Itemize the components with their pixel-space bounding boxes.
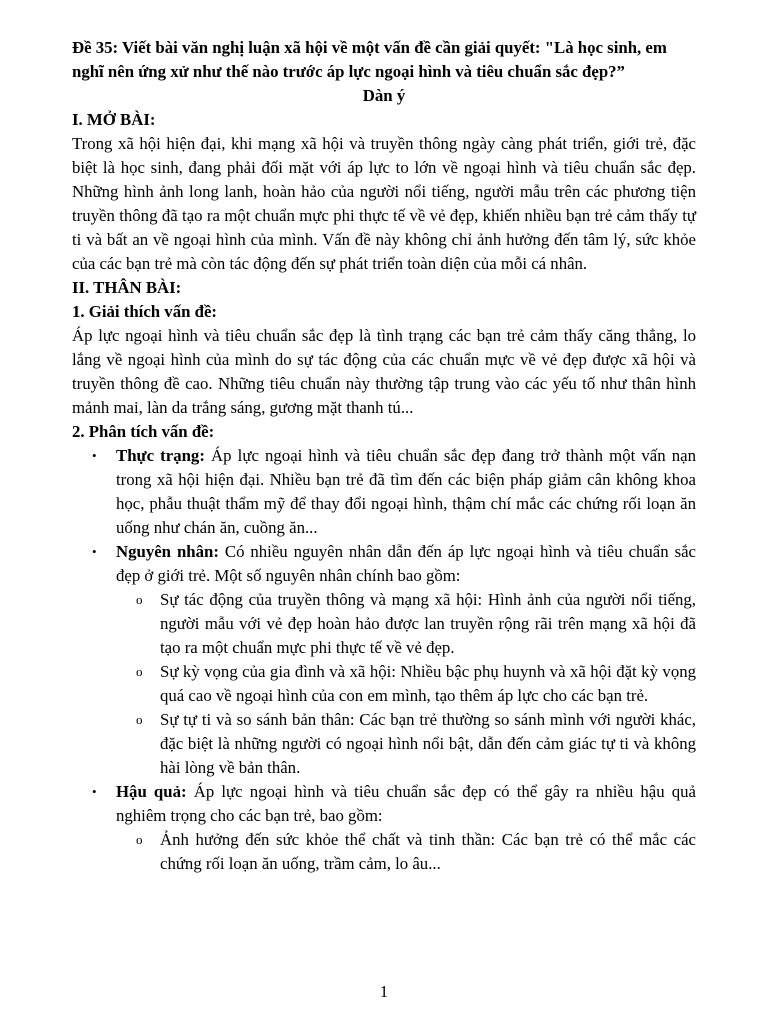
list-item-label: Nguyên nhân: <box>116 542 219 561</box>
sub-list-item-text: Sự tác động của truyền thông và mạng xã hội: Hình ảnh của người nổi tiếng, người mẫu với vẻ đẹp hoàn hảo được lan truyền rộng rãi trên mạng xã hội đã tạo ra một chuẩn mực phi thực tế về vẻ đẹp. <box>160 590 696 657</box>
sub-list-item <box>116 588 696 660</box>
intro-paragraph: Trong xã hội hiện đại, khi mạng xã hội và truyền thông ngày càng phát triển, giới trẻ, đặc biệt là học sinh, đang phải đối mặt với áp lực to lớn về ngoại hình và tiêu chuẩn sắc đẹp. Những hình ảnh long lanh, hoàn hảo của người nổi tiếng, người mẫu trên các phương tiện truyền thông đã tạo ra một chuẩn mực phi thực tế về vẻ đẹp, khiến nhiều bạn trẻ cảm thấy tự ti và bất an về ngoại hình của mình. Vấn đề này không chỉ ảnh hưởng đến tâm lý, sức khỏe của các bạn trẻ mà còn tác động đến sự phát triển toàn diện của mỗi cá nhân. <box>72 134 696 273</box>
bullet-icon: • <box>92 544 97 559</box>
analysis-list <box>72 444 696 876</box>
sub-list-item-text: Sự tự ti và so sánh bản thân: Các bạn trẻ thường so sánh mình với người khác, đặc biệt là những người có ngoại hình nổi bật, dẫn đến cảm giác tự ti và không hài lòng về bản thân. <box>160 710 696 777</box>
list-item <box>72 780 696 876</box>
subsection-heading-explanation: 1. Giải thích vấn đề: <box>72 302 217 321</box>
subsection-heading-analysis: 2. Phân tích vấn đề: <box>72 422 215 441</box>
sub-list-item <box>116 708 696 780</box>
sub-list <box>116 828 696 876</box>
page-number: 1 <box>379 982 389 1001</box>
sub-list-item-text: Ảnh hưởng đến sức khỏe thể chất và tinh thần: Các bạn trẻ có thể mắc các chứng rối loạn ăn uống, trầm cảm, lo âu... <box>160 830 696 873</box>
circle-bullet-icon: o <box>136 832 143 847</box>
circle-bullet-icon: o <box>136 712 143 727</box>
explanation-paragraph: Áp lực ngoại hình và tiêu chuẩn sắc đẹp là tình trạng các bạn trẻ cảm thấy căng thẳng, lo lắng về ngoại hình của mình do sự tác động của các chuẩn mực về vẻ đẹp được xã hội và truyền thông đề cao. Những tiêu chuẩn này thường tập trung vào các yếu tố như thân hình mảnh mai, làn da trắng sáng, gương mặt thanh tú... <box>72 326 696 417</box>
list-item <box>72 444 696 540</box>
section-heading-intro: I. MỞ BÀI: <box>72 110 156 129</box>
circle-bullet-icon: o <box>136 664 143 679</box>
document-title: Đề 35: Viết bài văn nghị luận xã hội về một vấn đề cần giải quyết: "Là học sinh, em nghĩ nên ứng xử như thế nào trước áp lực ngoại hình và tiêu chuẩn sắc đẹp?” <box>72 38 667 81</box>
document-page <box>72 36 696 876</box>
sub-list <box>116 588 696 780</box>
list-item <box>72 540 696 780</box>
list-item-text: Có nhiều nguyên nhân dẫn đến áp lực ngoại hình và tiêu chuẩn sắc đẹp ở giới trẻ. Một số nguyên nhân chính bao gồm: <box>116 542 697 585</box>
sub-list-item-text: Sự kỳ vọng của gia đình và xã hội: Nhiều bậc phụ huynh và xã hội đặt kỳ vọng quá cao về ngoại hình của con em mình, tạo thêm áp lực cho các bạn trẻ. <box>160 662 696 705</box>
sub-list-item <box>116 660 696 708</box>
outline-subtitle: Dàn ý <box>362 86 406 105</box>
sub-list-item <box>116 828 696 876</box>
list-item-text: Áp lực ngoại hình và tiêu chuẩn sắc đẹp có thể gây ra nhiều hậu quả nghiêm trọng cho các bạn trẻ, bao gồm: <box>116 782 696 825</box>
list-item-label: Hậu quả: <box>116 782 187 801</box>
list-item-label: Thực trạng: <box>116 446 205 465</box>
list-item-text: Áp lực ngoại hình và tiêu chuẩn sắc đẹp đang trở thành một vấn nạn trong xã hội hiện đại. Nhiều bạn trẻ đã tìm đến các biện pháp giảm cân không khoa học, phẫu thuật thẩm mỹ để thay đổi ngoại hình, thậm chí mắc các chứng rối loạn ăn uống như chán ăn, cuồng ăn... <box>116 446 696 537</box>
bullet-icon: • <box>92 784 97 799</box>
circle-bullet-icon: o <box>136 592 143 607</box>
section-heading-body: II. THÂN BÀI: <box>72 278 182 297</box>
bullet-icon: • <box>92 448 97 463</box>
